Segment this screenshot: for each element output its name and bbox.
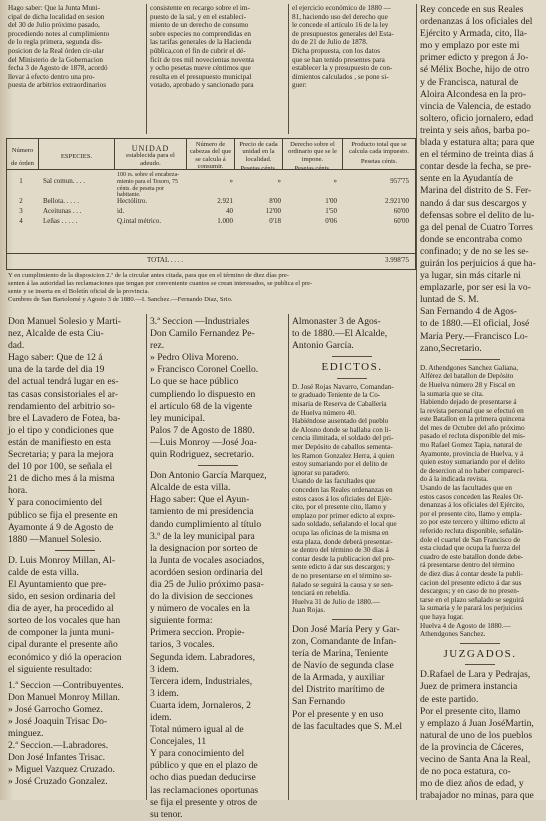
header-derecho: Derecho sobre el ordinario que se le impone. Pesetas cénts. <box>283 139 343 169</box>
text-line: y de Francisca, natural de <box>420 76 519 88</box>
text-line: le concede el artículo 16 de la ley <box>292 21 389 30</box>
text-line: del 30 de Julio próximo pasado, <box>8 21 100 30</box>
text-line: Alcalde de esta villa. <box>150 482 231 494</box>
text-line: San Fernando <box>292 696 346 708</box>
text-line: natural de uno de los pueblos <box>420 729 533 741</box>
text-line: dad. <box>8 340 25 352</box>
text-line: por el presente cito, llamo y empla- <box>420 509 522 518</box>
text-line: cumpliendo lo dispuesto en <box>150 388 256 400</box>
text-line: la sumaria que se cita. <box>420 389 484 398</box>
text-line: quin Rodriguez, secretario. <box>150 449 254 461</box>
text-line: to de 1880.—El Alcalde, <box>292 328 388 340</box>
text-line: dia 25 de Julio próximo pasa- <box>150 578 264 590</box>
table-cell-cabezas: 2.921 <box>217 197 233 205</box>
text-line: Hago saber: Que la Junta Muni- <box>8 4 101 12</box>
text-line: 3.º de la ley municipal para <box>150 530 255 542</box>
text-line: calde de esta villa. <box>8 566 79 578</box>
text-line: Alférez del batallon de Depósito <box>420 372 514 381</box>
text-line: Habiéndose ausentado del pueblo <box>292 417 389 426</box>
text-line: 81, haciendo uso del derecho que <box>292 12 388 21</box>
text-line: establecer la y presupuesto de con- <box>292 64 393 73</box>
text-line: Ayamonte á 9 de Agosto de <box>8 521 114 533</box>
text-line: » Miguel Vazquez Cruzado. <box>8 764 115 776</box>
table-cell-unidad: Q.intal métrico. <box>117 217 162 225</box>
text-line: del actual tendrá lugar en es- <box>8 376 119 388</box>
text-line: Huelva 4 de Agosto de 1880.— <box>420 621 511 630</box>
text-line: senten á las autoridad las reclamaciones que tengan por conveniente cuantos se crean interesados, se publica el pre- <box>8 280 313 287</box>
text-line: dole el cuartel de San Francisco de <box>420 535 521 544</box>
text-line: sado soldado, señalando el local que <box>292 520 397 529</box>
text-line: ga del penal de Cuatro Torres <box>420 221 533 233</box>
column-1-top <box>8 4 143 136</box>
text-line: do á la indicada revista. <box>420 475 489 484</box>
text-line: minguez. <box>8 728 44 740</box>
text-line: ñalado se seguirá la causa y se sen- <box>292 580 394 589</box>
edictos-heading: EDICTOS. <box>321 361 383 374</box>
text-line: pública,con el fin de cubrir el dé- <box>150 46 246 55</box>
text-line: guirán los perjuicios á que ha- <box>420 257 536 269</box>
text-line: ya lugar, sin más citarle ni <box>420 270 521 282</box>
text-line: vecino de Santa Ana la Real, <box>420 753 531 765</box>
table-cell-cabezas: 1.000 <box>217 217 233 225</box>
text-line: confinado; y de no se les se- <box>420 245 529 257</box>
text-line: cipal de dicha localidad en sesion <box>8 12 105 21</box>
text-line: sente edicto á dar sus descargos; y <box>292 563 391 572</box>
text-line: tamiento de mi presidencia <box>150 506 254 518</box>
text-line: zano,Secretario. <box>420 342 482 354</box>
text-line: fecha 3 de Agosto de 1878, acordó <box>8 64 108 73</box>
table-cell-derecho: » <box>333 177 337 185</box>
text-line: de lo regla primera, segunda dis- <box>8 38 103 47</box>
text-line: público se fija el presente en <box>8 509 118 521</box>
text-line: Primera seccion. Propie- <box>150 627 245 639</box>
text-line: mer Depósito de caballos sementa- <box>292 443 393 452</box>
text-line: mo y emplazo por este mi <box>420 40 520 52</box>
text-line: guer: <box>292 81 307 90</box>
text-line: Y en cumplimiento de la disposicion 2.ª de la circular antes citada, para que en el término de diez días pre- <box>8 272 289 279</box>
text-line: donde se encontraba como <box>420 233 523 245</box>
text-line: se fija el presente y otros de <box>150 796 258 808</box>
column-2-lower <box>150 316 285 820</box>
header-numero-cabezas: Número de cabezas del que se calcula á consumir. <box>187 139 235 169</box>
text-line: del Ministerio de la Gobernacion <box>8 55 104 64</box>
text-line: bre el Lavadero de Fotea, ba- <box>8 412 121 424</box>
text-line: cacion del presente edicto á dar sus <box>420 578 522 587</box>
text-line: Almonaster 3 de Agos- <box>292 316 381 327</box>
total-label: TOTAL . . . . <box>147 256 183 264</box>
text-line: contar desde la publicacion del pre- <box>292 554 395 563</box>
text-line: emplazarle, por ser esi la vo- <box>420 282 531 294</box>
text-line: ordenanzas á los oficiales del <box>420 16 533 28</box>
column-3-lower <box>292 316 412 800</box>
text-line: de las facultades que S. M.el <box>292 720 403 732</box>
text-line: que haya lugar. <box>420 612 464 621</box>
text-line: resulta en el presupuesto municipal <box>150 72 252 81</box>
text-line: Ejército y Armada, cito, lla- <box>420 28 528 40</box>
text-line: » José Joaquin Trisac Do- <box>8 716 108 727</box>
text-line: están de manifiesto en esta <box>8 436 111 448</box>
text-line: la sumaria y le parará los perjuicios <box>420 604 523 613</box>
text-line: blada y estatura alta; para que <box>420 137 535 149</box>
text-line: zon, Comandante de Infan- <box>292 636 397 647</box>
table-cell-derecho: 0'06 <box>325 217 337 225</box>
text-line: Huelva 31 de Julio de 1880.— <box>292 597 380 606</box>
text-line: descargos; y en caso de no presen- <box>420 587 520 596</box>
text-line: de diez dias á contar desde la publi- <box>420 569 523 578</box>
column-2-top <box>150 4 285 136</box>
text-line: de la provincia de Cáceres, <box>420 741 524 753</box>
text-line: Y para conocimiento del <box>8 497 103 509</box>
text-line: Don José Infantes Trisac. <box>8 752 105 764</box>
text-line: ignorar su paradero. <box>292 468 350 477</box>
text-line: Don José María Pery y Gar- <box>292 623 400 635</box>
text-line: Don Manuel Solesio y Marti- <box>8 316 121 327</box>
text-line: Segunda idem. Labradores, <box>150 651 255 663</box>
text-line: dimientos calculados , se pone si- <box>292 72 389 81</box>
header-especies: ESPECIES. <box>39 139 115 169</box>
text-line: rez. <box>150 340 165 352</box>
text-line: puesta de arbitrios extraordinarios <box>8 81 106 90</box>
text-line: el siguiente resultado: <box>8 663 93 675</box>
text-line: público y que en el plazo de <box>150 760 258 772</box>
text-line: Juez de primera instancia <box>420 681 518 693</box>
text-line: Aloira Alcondesa en la pro- <box>420 88 527 100</box>
table-cell-total: 60'00 <box>393 207 409 215</box>
text-line: una de la tarde del dia 19 <box>8 364 105 376</box>
text-line: las tarifas generales de la Hacienda <box>150 38 252 47</box>
text-line: Cuarta idem, Jornaleros, 2 <box>150 699 251 711</box>
text-line: luntad de S. M. <box>420 294 479 306</box>
text-line: Don Camilo Fernandez Pe- <box>150 328 255 340</box>
text-line: de Alosno donde se hallaba con li- <box>292 425 392 434</box>
text-line: do de 21 de Julio de 1878. <box>292 38 368 47</box>
text-line: hora. <box>8 485 28 497</box>
text-line: mo de diez años de edad, y <box>420 778 524 790</box>
text-line: zo por este tercero y último edicto al <box>420 518 526 527</box>
text-line: 3 idem. <box>150 663 179 675</box>
text-line: 3.ª Seccion —Industriales <box>150 316 250 327</box>
text-line: mo Rafael Gomez Tapia, natural de <box>420 441 522 450</box>
text-line: treinta y seis años, barba po- <box>420 124 530 136</box>
text-line: la revista personal que se efectuó en <box>420 406 524 415</box>
text-line: defensas sobre el delito de lu- <box>420 209 535 221</box>
text-line: de no poca estatura, co- <box>420 766 511 778</box>
text-line: del Distrito marítimo de <box>292 684 385 696</box>
text-line: emplazo por primer edicto al expre- <box>292 511 396 520</box>
text-line: Ayamonte, provincia de Huelva, y á <box>420 449 524 458</box>
table-cell-cabezas: 40 <box>226 207 233 215</box>
text-line: votado, aprobado y sancionado para <box>150 81 254 90</box>
text-line: ficit de tres mil novecientas noventa <box>150 55 254 64</box>
text-line: 1.ª Seccion —Contribuyentes. <box>8 679 124 691</box>
text-line: Hago saber: Que el Ayun- <box>150 494 250 506</box>
text-line: sente en la Ayudantía de <box>420 173 513 185</box>
table-cell-unidad: id. <box>117 207 125 215</box>
text-line: que se han tenido presentes para <box>292 55 385 64</box>
text-line: Y para conocimiento del <box>150 748 245 760</box>
text-line: el ejercicio económico de 1880 — <box>292 4 391 12</box>
table-cell-especie: Aceitunas . . . <box>43 207 82 215</box>
text-line: estos casos á los oficiales del Ejér- <box>292 494 392 503</box>
column-3-top <box>292 4 412 136</box>
table-cell-especie: Bellota. . . . . <box>43 197 79 205</box>
tax-table <box>6 138 416 270</box>
text-line: de componer la junta muni- <box>8 627 115 639</box>
text-line: conceden las Reales ordenanzas en <box>292 486 393 494</box>
text-line: Concejales, 11 <box>150 736 207 748</box>
text-line: Por el presente y en uso <box>292 708 384 720</box>
text-line: la designacion por sorteo de <box>150 542 258 554</box>
text-line: El Ayuntamiento que pre- <box>8 578 107 590</box>
text-line: de la Armada, y auxiliar <box>292 672 385 684</box>
text-line: » José Garrocho Gomez. <box>8 703 103 715</box>
text-line: rá presentarse dentro del término <box>420 561 515 570</box>
table-cell-especie: Sal comun. . . . <box>43 177 85 185</box>
text-line: nez, Alcalde de esta Ciu- <box>8 328 104 340</box>
table-cell-n: 2 <box>19 197 23 205</box>
text-line: dia de ayer, ha procedido al <box>8 603 114 615</box>
text-line: D. Luis Monroy Millan, Al- <box>8 554 116 566</box>
text-line: siguiente forma: <box>150 615 213 627</box>
table-cell-cabezas: » <box>229 177 233 185</box>
table-cell-precio: 8'00 <box>269 197 281 205</box>
text-line: de no presentarse en el término se- <box>292 571 392 580</box>
text-line: Secretaria; y para la mejora <box>8 449 114 461</box>
text-line: tarse en el plazo señalado se seguirá <box>420 595 524 604</box>
text-line: estoy sumariando por el delito de <box>292 460 388 469</box>
table-cell-precio: 0'18 <box>269 217 281 225</box>
text-line: y ocho pesetas nueve céntimos que <box>150 64 251 73</box>
text-line: de Huelva número 28 y Fiscal en <box>420 380 516 389</box>
table-cell-n: 3 <box>19 207 23 215</box>
text-line: 1880 —Manuel Solesio. <box>8 533 102 545</box>
text-line: —Luis Monroy —José Joa- <box>150 436 257 448</box>
total-value: 3.998'75 <box>384 256 409 264</box>
text-line: Dicha propuesta, con los datos <box>292 46 381 55</box>
text-line: y emplazo á Juan JoséMartin, <box>420 717 534 729</box>
text-line: les Ramon Gonzalez Herra, á quien <box>292 451 395 460</box>
table-note: 100 rs. sobre el encabeza- miento para el Tesoro, 75 cénts. de peseta por habitante. <box>117 172 180 199</box>
text-line: Tercera idem, Industriales, <box>150 675 253 687</box>
header-producto: Producto total que se calcula cada impuesto. Pesetas cénts. <box>349 141 409 165</box>
header-precio: Precio de cada unidad en la localidad. Pesetas cénts. <box>235 139 283 169</box>
table-cell-derecho: 1'50 <box>325 207 337 215</box>
text-line: Usando de las facultades que <box>292 477 376 486</box>
table-cell-total: 957'75 <box>390 177 409 185</box>
text-line: del 10 por 100, se señala el <box>8 461 113 473</box>
text-line: ocho dias puedan deducirse <box>150 772 256 784</box>
text-line: Cumbres de San Bartolomé y Agosto 3 de 1880.—I. Sanchez.—Fernando Diaz, Srio. <box>8 296 233 303</box>
text-line: » Francisco Coronel Coello. <box>150 364 259 376</box>
text-line: se dentro del término de 30 dias á <box>292 546 389 555</box>
table-cell-total: 60'00 <box>393 217 409 225</box>
text-line: tarios, 3 vocales. <box>150 639 215 651</box>
text-line: D.Rafael de Lara y Pedrajas, <box>420 669 531 681</box>
text-line: Usando de las facultades que en <box>420 484 513 493</box>
text-line: referido recluta disponible, señalán- <box>420 527 524 535</box>
text-line: quien estoy sumariando por el delito <box>420 458 525 467</box>
text-line: cipal durante el presente año <box>8 639 118 651</box>
text-line: cuadro de este batallon donde debe- <box>420 552 524 561</box>
text-line: tenciará en rebeldía. <box>292 589 351 598</box>
text-line: sorteo de los vocales que han <box>8 615 121 627</box>
text-line: Don Manuel Monroy Millan. <box>8 691 120 703</box>
text-line: Athendgones Sanchez. <box>420 630 486 639</box>
text-line: de Navío de segunda clase <box>292 660 394 672</box>
text-line: la Junta de vocales asociados, <box>150 554 265 566</box>
text-line: Habiendo dejado de presentarse á <box>420 398 517 407</box>
table-cell-unidad: Hectólitro. <box>117 197 148 205</box>
text-line: posicion de la Real órden cir-ular <box>8 46 104 55</box>
text-line: sobre especies no comprendidas en <box>150 29 251 38</box>
text-line: estos casos conceden las Reales Or- <box>420 492 524 501</box>
text-line: dando cumplimiento al título <box>150 518 262 530</box>
text-line: Lo que se hace público <box>150 376 239 388</box>
table-cell-especie: Leñas . . . . . <box>43 217 78 225</box>
table-cell-precio: 12'00 <box>265 207 281 215</box>
text-line: consistente en recargo sobre el im- <box>150 4 250 12</box>
text-line: tas casas consistoriales el ar- <box>8 388 119 400</box>
text-line: » José Cruzado Gonzalez. <box>8 776 108 788</box>
text-line: 3 idem. <box>150 687 179 699</box>
text-line: D. Athendgones Sanchez Galiana, <box>420 363 518 372</box>
text-line: Antonio García. <box>292 340 354 352</box>
table-cell-n: 4 <box>19 217 23 225</box>
text-line: las reclamaciones oportunas <box>150 784 259 796</box>
text-line: 21 de dicho mes á la misma <box>8 473 115 485</box>
text-line: trabajador no minas, para que <box>420 790 534 802</box>
text-line: cencia ilimitada, el soldado del pri- <box>292 434 394 443</box>
text-line: do la division de secciones <box>150 591 253 603</box>
text-line: nando á dar sus descargos y <box>420 197 527 209</box>
text-line: de presupuestos generales del Esta- <box>292 29 394 38</box>
text-line: rendamiento del arbitrio so- <box>8 400 115 412</box>
text-line: del mes de Octubre del año próximo <box>420 423 525 432</box>
text-line: ocupa las oficinas de la misma en <box>292 528 389 537</box>
text-line: idem. <box>150 712 172 723</box>
text-line: sente y se inserta en el Boletín oficial de la provincia. <box>8 288 150 295</box>
column-1-lower <box>8 316 142 800</box>
text-line: to de 1880.—El oficial, José <box>420 318 530 330</box>
column-4 <box>420 4 540 800</box>
text-line: Marina del distrito de S. Fer- <box>420 185 532 197</box>
text-line: de este partido. <box>420 693 479 705</box>
text-line: el artículo 68 de la vigente <box>150 400 253 412</box>
text-line: puesto de la sal, y en el estableci- <box>150 12 247 21</box>
text-line: esta ciudad que ocupa la fuerza del <box>420 544 521 553</box>
text-line: su tenor. <box>150 808 183 820</box>
text-line: este Batallon en la primera quincena <box>420 415 525 424</box>
text-line: vincia de Valencia, de estado <box>420 100 531 112</box>
text-line: sé Mélix Boche, hijo de otro <box>420 64 530 76</box>
table-cell-total: 2.921'00 <box>384 197 409 205</box>
text-line: Palos 7 de Agosto de 1880. <box>150 424 255 436</box>
text-line: primer edicto y pregon á Jo- <box>420 52 529 64</box>
text-line: ley municipal. <box>150 412 205 424</box>
juzgados-heading: JUZGADOS. <box>443 647 517 660</box>
table-cell-precio: » <box>277 177 281 185</box>
text-line: María Pery.—Francisco Lo- <box>420 330 528 342</box>
text-line: San Fernando 4 de Agos- <box>420 306 517 318</box>
text-line: contar desde la fecha, se pre- <box>420 161 532 173</box>
text-line: misaria de Reserva de Caballería <box>292 400 387 409</box>
text-line: Total número igual al de <box>150 724 244 736</box>
header-numero-orden: Número de órden <box>7 139 39 169</box>
table-cell-n: 1 <box>19 177 23 185</box>
text-line: Rey concede en sus Reales <box>420 4 524 15</box>
text-line: en el término de treinta dias á <box>420 149 534 161</box>
table-note-paragraph <box>8 272 412 308</box>
text-line: cito, por el presente cito, llamo y <box>292 503 387 512</box>
text-line: sido, en sesion ordinaria del <box>8 591 116 603</box>
text-line: tería de Marina, Teniente <box>292 648 389 660</box>
text-line: llevar á efecto dentro una pro- <box>8 72 95 81</box>
text-line: 2.ª Seccion.—Labradores. <box>8 740 109 752</box>
text-line: y número de vocales en la <box>150 603 250 615</box>
text-line: económico y dió la operacion <box>8 651 122 663</box>
text-line: esta plaza, donde deberá presentar- <box>292 537 393 546</box>
text-line: acordóen sesion ordinaria del <box>150 566 263 578</box>
text-line: de desercion al no haber compareci- <box>420 466 524 475</box>
text-line: de Huelva número 40. <box>292 408 356 417</box>
text-line: pasado el recluta disponible del mis- <box>420 432 526 441</box>
text-line: denanzas á los oficiales del Ejército, <box>420 501 525 510</box>
text-line: miento de un derecho de consumo <box>150 21 249 30</box>
text-line: D. José Rojas Navarro, Comandan- <box>292 382 394 391</box>
table-cell-derecho: 1'00 <box>325 197 337 205</box>
header-unidad: UNIDAD establecida para el adeudo. <box>115 139 187 169</box>
text-line: Por el presente cito, llamo <box>420 705 521 717</box>
text-line: te graduado Teniente de la Co- <box>292 391 381 400</box>
text-line: Hago saber: Que de 12 á <box>8 352 103 364</box>
text-line: jo el tipo y condiciones que <box>8 424 114 436</box>
text-line: Juan Rojas. <box>292 606 326 615</box>
text-line: Don Antonio García Marquez, <box>150 470 267 482</box>
text-line: procediendo notes al cumplimiento <box>8 29 110 38</box>
text-line: » Pedro Oliva Moreno. <box>150 352 239 364</box>
text-line: soltero, oficio jornalero, edad <box>420 112 534 124</box>
